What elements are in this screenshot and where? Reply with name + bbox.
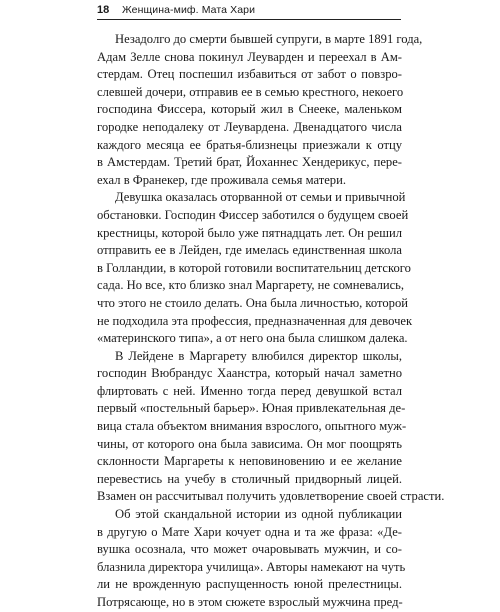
text-line: первый «постельный барьер». Юная привлекательная де- <box>97 401 406 416</box>
text-line: обстановки. Господин Фиссер заботился о будущем своей <box>97 207 409 222</box>
text-line: господин Вюбрандус Хаанстра, который начал заметно <box>97 366 402 381</box>
text-line: слевшей дочери, отправив ее в семью крестного, некоего <box>97 84 404 99</box>
header-rule <box>97 19 401 20</box>
text-line: крестницы, которой было уже пятнадцать лет. Он решил <box>97 225 402 240</box>
text-line: сада. Но все, кто близко знал Маргарету, не сомневались, <box>97 278 405 293</box>
text-line: городке неподалеку от Леувардена. Двенадцатого числа <box>97 119 402 134</box>
text-line: вушка осознала, что может очаровывать мужчин, и со- <box>97 542 402 557</box>
text-line: в другую о Мате Хари кочует одна и та же фраза: «Де- <box>97 524 402 539</box>
text-line: вица стала объектом внимания взрослого, опытного муж- <box>97 419 407 434</box>
text-line: в Амстердам. Третий брат, Йоханнес Хендерикус, пере- <box>97 155 402 170</box>
text-line: стердам. Отец поспешил избавиться от забот о повзро- <box>97 67 402 82</box>
paragraph-3 <box>97 348 445 506</box>
text-line: Об этой скандальной истории из одной публикации <box>115 507 402 522</box>
page-number: 18 <box>97 4 110 16</box>
text-line: ехал в Франекер, где проживала семья матери. <box>97 172 346 187</box>
text-line: Потрясающе, но в этом сюжете взрослый мужчина пред- <box>97 595 403 609</box>
text-line: каждого месяца ее братья-близнецы приезжали к отцу <box>97 137 402 152</box>
text-line: блазнила директора училища». Авторы намекают на чуть <box>97 559 406 574</box>
body-text <box>97 31 445 612</box>
text-line: «материнского типа», а от него она была слишком далека. <box>97 331 408 346</box>
paragraph-2 <box>97 189 413 347</box>
text-line: Взамен он рассчитывал получить удовлетворение своей страсти. <box>97 489 445 504</box>
running-head <box>97 2 417 19</box>
text-line: ли не врожденную распущенность юной прелестницы. <box>97 577 402 592</box>
text-line: господина Фиссера, который жил в Снееке, маленьком <box>97 102 402 117</box>
text-line: не подходила эта профессия, предназначенная для девочек <box>97 313 413 328</box>
text-line: перевестись на учебу в столичный придворный лицей. <box>97 471 402 486</box>
paragraph-1 <box>97 31 423 189</box>
text-line: Незадолго до смерти бывшей супруги, в марте 1891 года, <box>115 32 423 46</box>
text-line: В Лейдене в Маргарету влюбился директор школы, <box>115 348 402 363</box>
text-line: склонности Маргареты к неповиновению и ее желание <box>97 454 402 469</box>
text-line: что этого не стоило делать. Она была личностью, которой <box>97 295 409 310</box>
text-line: Адам Зелле снова покинул Леуварден и переехал в Ам- <box>97 49 402 64</box>
running-title: Женщина-миф. Мата Хари <box>122 4 256 16</box>
text-line: чины, от которого она была зависима. Он мог поощрять <box>97 436 402 451</box>
paragraph-4 <box>97 506 406 612</box>
text-line: флиртовать с ней. Именно тогда перед девушкой встал <box>97 383 402 398</box>
text-line: отправить ее в Лейден, где имелась единственная школа <box>97 243 402 258</box>
text-line: Девушка оказалась оторванной от семьи и привычной <box>115 190 406 205</box>
text-line: в Голландии, в которой готовили воспитательниц детского <box>97 260 411 275</box>
